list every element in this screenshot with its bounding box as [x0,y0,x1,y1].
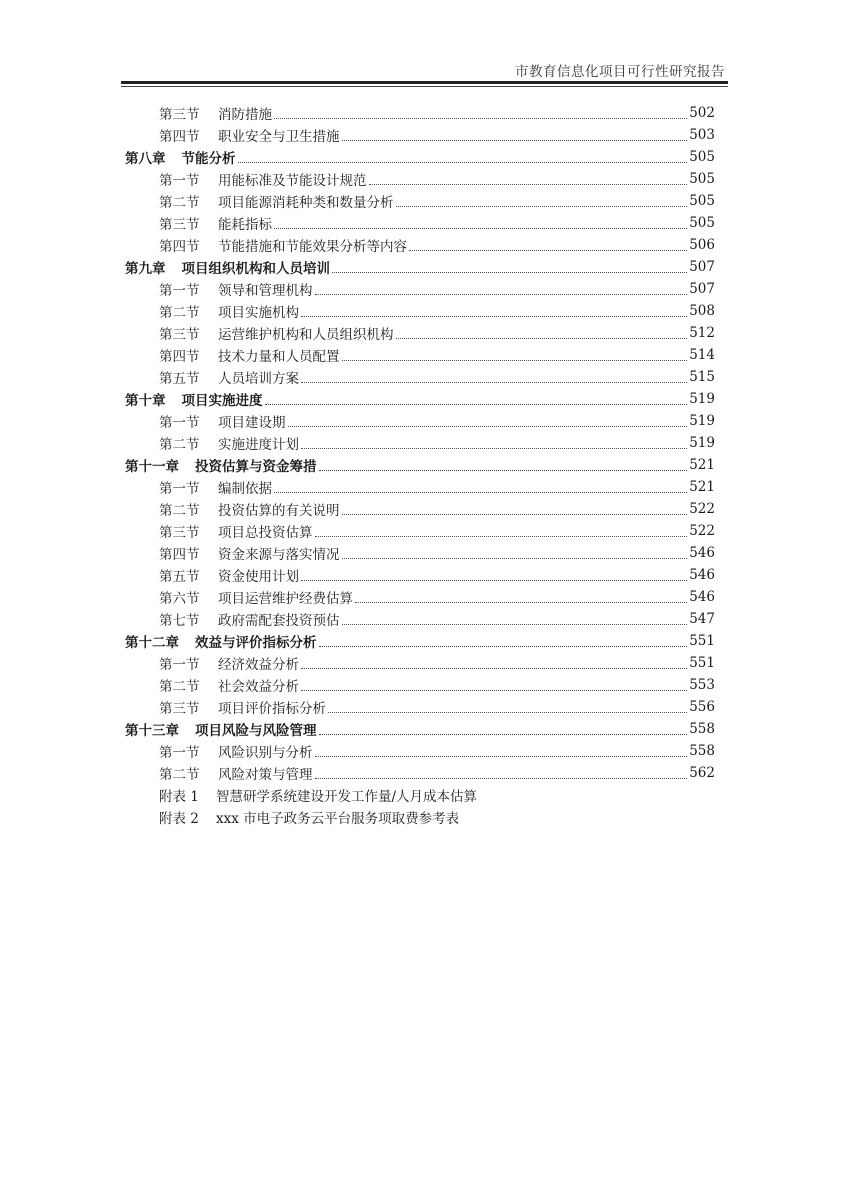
toc-entry-page: 558 [689,743,715,759]
toc-dot-leader [369,184,688,185]
toc-entry-number: 第四节 [159,349,200,365]
toc-entry-page: 558 [689,721,715,737]
toc-dot-leader [342,140,688,141]
toc-entry-title: 节能措施和节能效果分析等内容 [218,239,407,255]
toc-section-entry[interactable] [125,212,715,234]
toc-section-entry[interactable] [125,124,715,146]
toc-entry-title: 项目评价指标分析 [218,701,326,717]
toc-entry-page: 553 [689,677,715,693]
toc-entry-title: 项目实施机构 [218,305,299,321]
toc-entry-page: 522 [689,523,715,539]
toc-entry-number: 第三节 [159,217,200,233]
toc-entry-number: 第四节 [159,129,200,145]
toc-section-entry[interactable] [125,410,715,432]
header-rule-thin [121,86,728,87]
toc-section-entry[interactable] [125,168,715,190]
toc-entry-number: 第三节 [159,107,200,123]
toc-entry-number: 第一节 [159,657,200,673]
toc-entry-page: 562 [689,765,715,781]
toc-entry-number: 第二节 [159,437,200,453]
running-header: 市教育信息化项目可行性研究报告 [515,64,725,80]
toc-section-entry[interactable] [125,564,715,586]
toc-entry-page: 551 [689,633,715,649]
toc-entry-number: 第九章 [125,261,166,277]
toc-entry-number: 第十三章 [125,723,179,739]
toc-section-entry[interactable] [125,102,715,124]
toc-section-entry[interactable] [125,542,715,564]
toc-chapter-entry[interactable] [125,630,715,652]
toc-entry-page: 519 [689,435,715,451]
toc-dot-leader [328,712,687,713]
toc-entry-title: 消防措施 [218,107,272,123]
toc-entry-title: 经济效益分析 [218,657,299,673]
toc-dot-leader [342,624,688,625]
toc-entry-number: 第一节 [159,745,200,761]
toc-entry-page: 546 [689,545,715,561]
toc-entry-number: 第二节 [159,767,200,783]
toc-entry-title: 领导和管理机构 [218,283,313,299]
toc-entry-title: 用能标准及节能设计规范 [218,173,367,189]
toc-entry-page: 556 [689,699,715,715]
toc-section-entry[interactable] [125,234,715,256]
toc-dot-leader [396,338,688,339]
toc-entry-number: 第三节 [159,327,200,343]
toc-section-entry[interactable] [125,674,715,696]
toc-entry-number: 第一节 [159,173,200,189]
toc-entry-page: 514 [689,347,715,363]
toc-dot-leader [342,558,688,559]
toc-entry-title: 技术力量和人员配置 [218,349,340,365]
toc-dot-leader [342,514,688,515]
toc-dot-leader [315,756,688,757]
toc-dot-leader [274,492,687,493]
toc-section-entry[interactable] [125,586,715,608]
toc-entry-title: 节能分析 [181,151,236,167]
toc-entry-title: 政府需配套投资预估 [218,613,340,629]
toc-entry-number: 第三节 [159,525,200,541]
toc-entry-number: 第一节 [159,415,200,431]
toc-entry-title: 人员培训方案 [218,371,299,387]
header-rule-thick [121,81,728,84]
toc-entry-number: 第三节 [159,701,200,717]
toc-entry-title: 实施进度计划 [218,437,299,453]
toc-section-entry[interactable] [125,432,715,454]
toc-entry-page: 507 [689,281,715,297]
toc-section-entry[interactable] [125,344,715,366]
toc-entry-page: 519 [689,391,715,407]
toc-entry-number: 第八章 [125,151,166,167]
toc-entry-page: 519 [689,413,715,429]
toc-section-entry[interactable] [125,278,715,300]
toc-entry-title: 项目实施进度 [181,393,263,409]
toc-section-entry[interactable] [125,322,715,344]
toc-chapter-entry[interactable] [125,718,715,740]
toc-section-entry[interactable] [125,608,715,630]
toc-dot-leader [274,118,687,119]
toc-entry-number: 第四节 [159,239,200,255]
toc-section-entry[interactable] [125,366,715,388]
toc-dot-leader [319,734,688,735]
toc-entry-title: 项目能源消耗种类和数量分析 [218,195,394,211]
toc-section-entry[interactable] [125,652,715,674]
toc-section-entry[interactable] [125,740,715,762]
toc-entry-page: 547 [689,611,715,627]
toc-dot-leader [409,250,687,251]
toc-entry-page: 507 [689,259,715,275]
toc-section-entry[interactable] [125,498,715,520]
toc-entry-number: 第二节 [159,195,200,211]
toc-entry-page: 521 [689,479,715,495]
toc-dot-leader [332,272,687,273]
toc-entry-title: 项目建设期 [218,415,286,431]
toc-entry-number: 第一节 [159,481,200,497]
toc-entry-title: 社会效益分析 [218,679,299,695]
toc-entry-title: 投资估算的有关说明 [218,503,340,519]
toc-entry-title: 风险识别与分析 [218,745,313,761]
toc-entry-number: 第十一章 [125,459,179,475]
toc-entry-title: 职业安全与卫生措施 [218,129,340,145]
toc-entry-title: 项目总投资估算 [218,525,313,541]
appendix-number: 附表 2 [159,811,199,827]
toc-entry-title: 编制依据 [218,481,272,497]
toc-dot-leader [315,778,688,779]
appendix-entry-2[interactable] [125,806,715,828]
toc-entry-page: 521 [689,457,715,473]
table-of-contents [125,102,715,828]
toc-dot-leader [301,690,687,691]
toc-entry-page: 515 [689,369,715,385]
toc-section-entry[interactable] [125,762,715,784]
appendix-entry-1[interactable] [125,784,715,806]
toc-dot-leader [238,162,688,163]
toc-entry-page: 503 [689,127,715,143]
toc-dot-leader [301,448,687,449]
toc-entry-title: 项目风险与风险管理 [195,723,317,739]
toc-entry-title: 能耗指标 [218,217,272,233]
appendix-title: 智慧研学系统建设开发工作量/人月成本估算 [216,789,478,805]
toc-dot-leader [265,404,688,405]
toc-entry-number: 第五节 [159,371,200,387]
toc-entry-page: 505 [689,215,715,231]
toc-entry-title: 效益与评价指标分析 [195,635,317,651]
toc-entry-title: 资金使用计划 [218,569,299,585]
toc-section-entry[interactable] [125,476,715,498]
toc-entry-page: 502 [689,105,715,121]
toc-entry-page: 512 [689,325,715,341]
toc-entry-number: 第十章 [125,393,166,409]
toc-section-entry[interactable] [125,520,715,542]
toc-entry-page: 506 [689,237,715,253]
toc-dot-leader [319,470,688,471]
toc-dot-leader [274,228,687,229]
appendix-title: xxx 市电子政务云平台服务项取费参考表 [216,811,460,827]
toc-entry-page: 546 [689,589,715,605]
toc-entry-title: 投资估算与资金筹措 [195,459,317,475]
toc-chapter-entry[interactable] [125,454,715,476]
toc-entry-page: 522 [689,501,715,517]
toc-entry-number: 第二节 [159,679,200,695]
toc-section-entry[interactable] [125,300,715,322]
toc-entry-title: 项目运营维护经费估算 [218,591,353,607]
toc-entry-number: 第一节 [159,283,200,299]
toc-section-entry[interactable] [125,696,715,718]
toc-chapter-entry[interactable] [125,146,715,168]
toc-entry-number: 第二节 [159,503,200,519]
toc-entry-title: 风险对策与管理 [218,767,313,783]
toc-dot-leader [355,602,687,603]
toc-entry-number: 第五节 [159,569,200,585]
toc-entry-page: 505 [689,193,715,209]
toc-entry-title: 运营维护机构和人员组织机构 [218,327,394,343]
toc-dot-leader [342,360,688,361]
toc-dot-leader [301,316,687,317]
appendix-number: 附表 1 [159,789,199,805]
toc-entry-page: 551 [689,655,715,671]
toc-entry-page: 546 [689,567,715,583]
toc-chapter-entry[interactable] [125,388,715,410]
toc-entry-page: 505 [689,149,715,165]
toc-entry-number: 第四节 [159,547,200,563]
toc-entry-number: 第二节 [159,305,200,321]
toc-dot-leader [315,294,688,295]
toc-entry-number: 第十二章 [125,635,179,651]
toc-entry-page: 508 [689,303,715,319]
toc-entry-number: 第七节 [159,613,200,629]
toc-dot-leader [288,426,688,427]
toc-entry-page: 505 [689,171,715,187]
toc-dot-leader [301,668,687,669]
toc-dot-leader [301,382,687,383]
toc-chapter-entry[interactable] [125,256,715,278]
toc-dot-leader [301,580,687,581]
toc-dot-leader [396,206,688,207]
toc-entry-title: 项目组织机构和人员培训 [181,261,330,277]
toc-dot-leader [319,646,688,647]
toc-dot-leader [315,536,688,537]
toc-entry-title: 资金来源与落实情况 [218,547,340,563]
toc-section-entry[interactable] [125,190,715,212]
toc-entry-number: 第六节 [159,591,200,607]
